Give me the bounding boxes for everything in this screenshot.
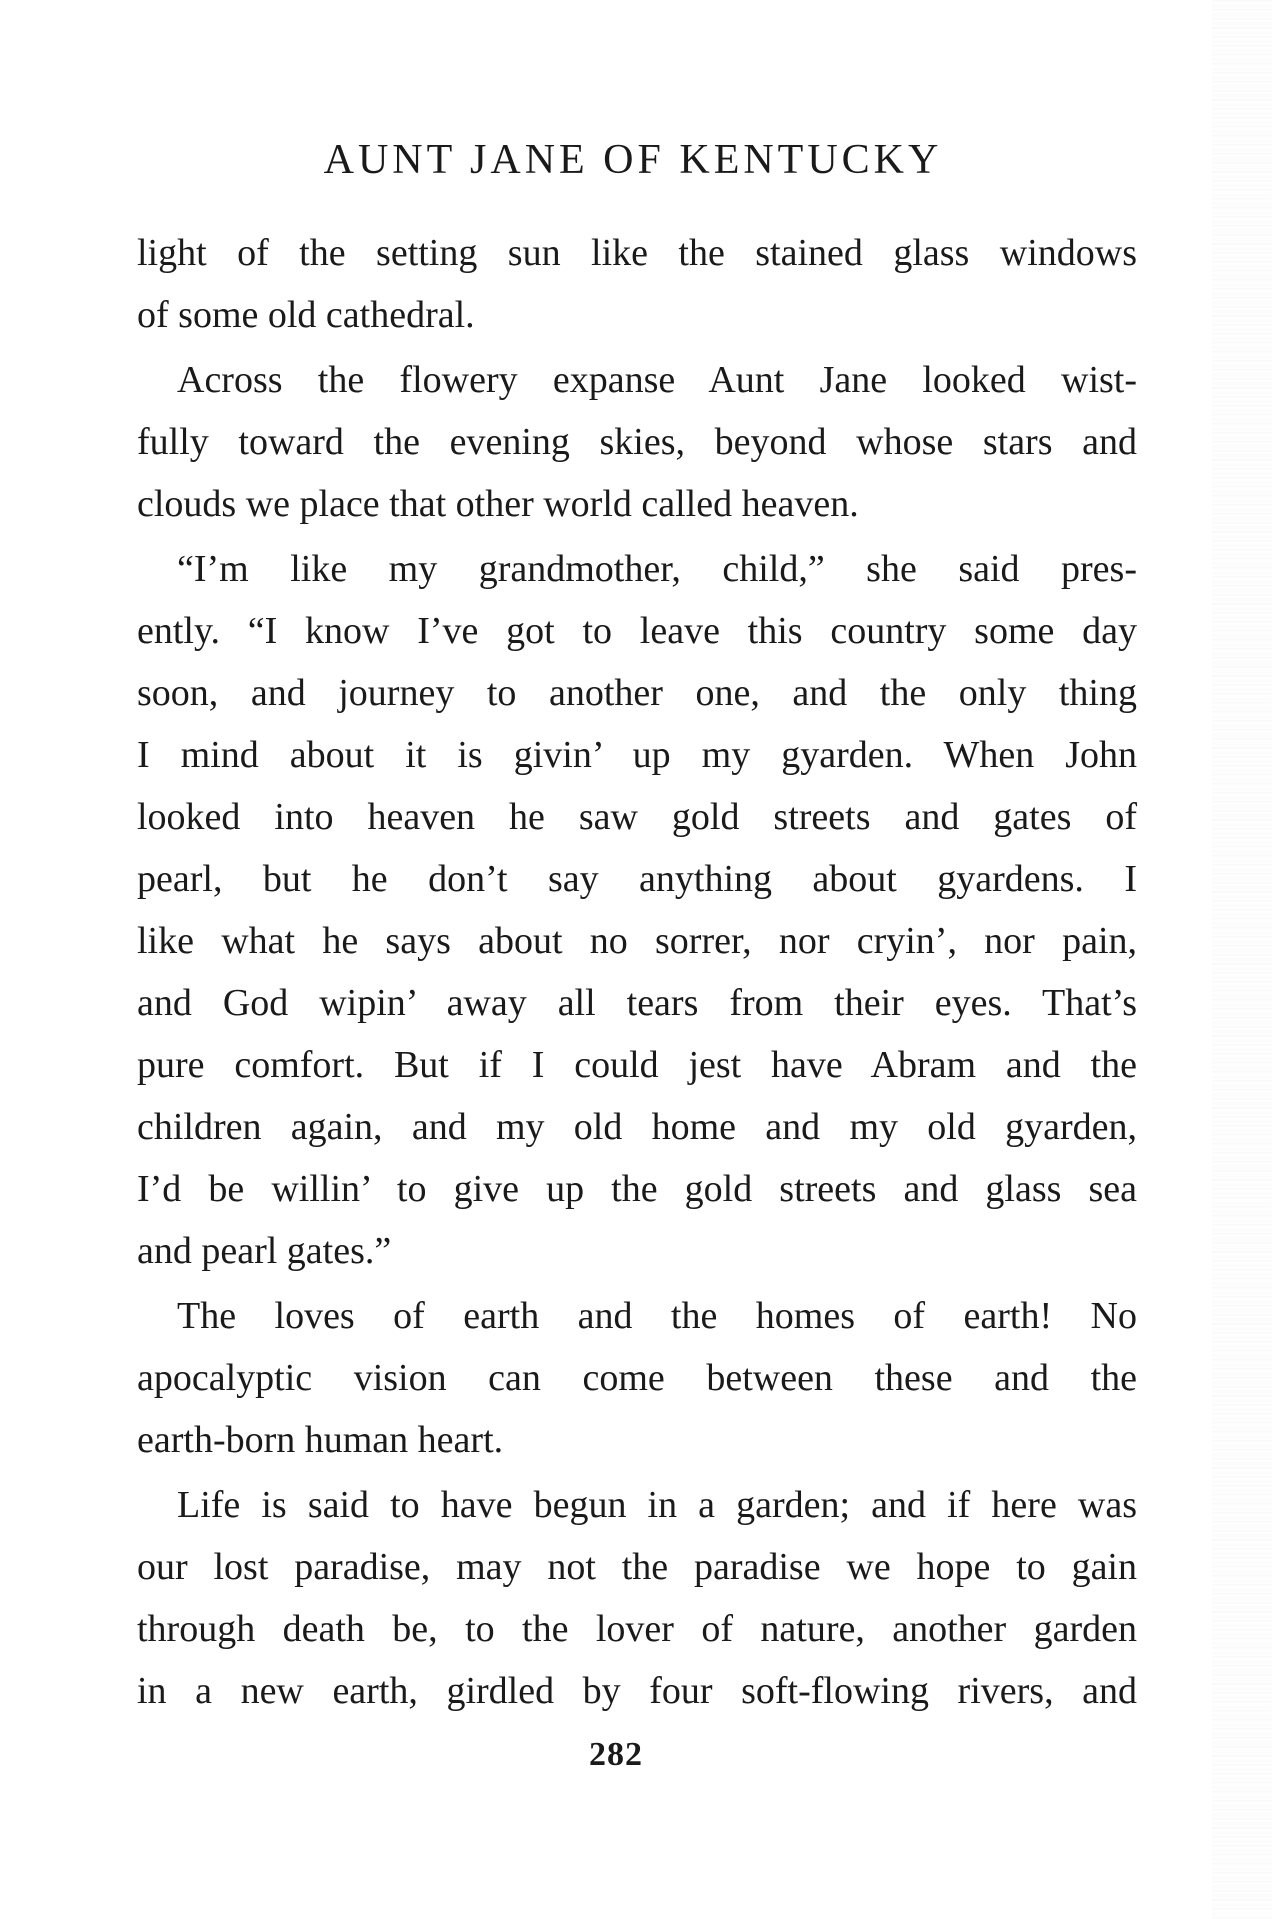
text-line: and God wipin’ away all tears from their eyes. That’s (137, 982, 1137, 1024)
text-line: and pearl gates.” (137, 1230, 392, 1272)
text-line: soon, and journey to another one, and the only thing (137, 672, 1137, 714)
text-line: Life is said to have begun in a garden; and if here was (177, 1484, 1137, 1526)
text-line: our lost paradise, may not the paradise we hope to gain (137, 1546, 1137, 1588)
text-line: light of the setting sun like the stained glass windows (137, 232, 1137, 274)
text-line: pure comfort. But if I could jest have Abram and the (137, 1044, 1137, 1086)
text-line: Across the flowery expanse Aunt Jane looked wist- (177, 359, 1137, 401)
text-line: apocalyptic vision can come between these and the (137, 1357, 1137, 1399)
paragraph (137, 1285, 1137, 1471)
paragraph (137, 349, 1137, 535)
text-line: looked into heaven he saw gold streets and gates of (137, 796, 1137, 838)
text-line: in a new earth, girdled by four soft-flowing rivers, and (137, 1670, 1137, 1712)
page-number: 282 (589, 1736, 643, 1773)
paragraph (137, 222, 1137, 346)
text-line: earth-born human heart. (137, 1419, 504, 1461)
text-line: I mind about it is givin’ up my gyarden. When John (137, 734, 1137, 776)
text-line: “I’m like my grandmother, child,” she said pres- (177, 548, 1137, 590)
text-line: children again, and my old home and my old gyarden, (137, 1106, 1137, 1148)
scan-edge-noise (1212, 0, 1272, 1919)
text-line: ently. “I know I’ve got to leave this country some day (137, 610, 1137, 652)
text-line: fully toward the evening skies, beyond whose stars and (137, 421, 1137, 463)
text-line: pearl, but he don’t say anything about gyardens. I (137, 858, 1137, 900)
text-line: through death be, to the lover of nature, another garden (137, 1608, 1137, 1650)
body-text (137, 222, 1137, 1722)
text-line: The loves of earth and the homes of earth! No (177, 1295, 1137, 1337)
paragraph (137, 538, 1137, 1282)
paragraph (137, 1474, 1137, 1722)
text-line: I’d be willin’ to give up the gold streets and glass sea (137, 1168, 1137, 1210)
text-line: of some old cathedral. (137, 294, 475, 336)
text-line: like what he says about no sorrer, nor cryin’, nor pain, (137, 920, 1137, 962)
running-head: AUNT JANE OF KENTUCKY (323, 137, 943, 183)
text-line: clouds we place that other world called heaven. (137, 483, 859, 525)
